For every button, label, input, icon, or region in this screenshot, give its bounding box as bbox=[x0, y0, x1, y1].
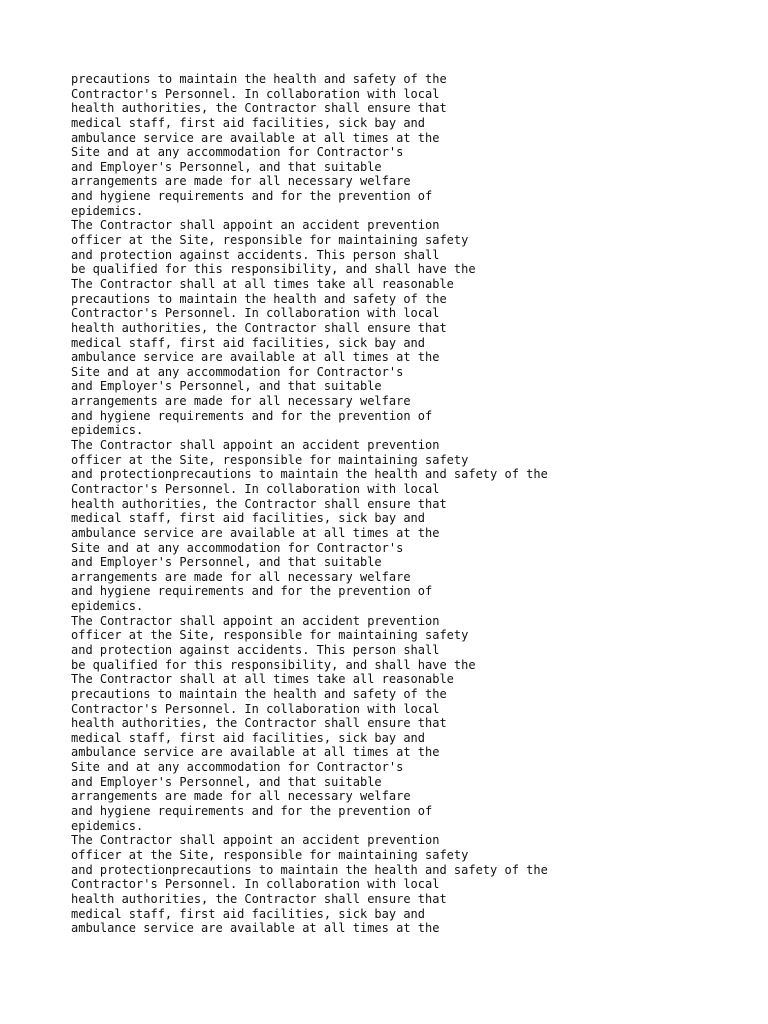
document-body bbox=[71, 72, 731, 936]
text-line: arrangements are made for all necessary welfare bbox=[71, 174, 411, 189]
text-line: arrangements are made for all necessary welfare bbox=[71, 569, 411, 584]
text-line: health authorities, the Contractor shall ensure that bbox=[71, 320, 447, 335]
text-line: and Employer's Personnel, and that suitable bbox=[71, 159, 382, 174]
text-line: be qualified for this responsibility, and shall have the bbox=[71, 657, 476, 672]
text-line: Contractor's Personnel. In collaboration with local bbox=[71, 306, 440, 321]
text-line: epidemics. bbox=[71, 203, 144, 218]
text-line: The Contractor shall at all times take all reasonable bbox=[71, 672, 454, 687]
text-line: Site and at any accommodation for Contractor's bbox=[71, 540, 404, 555]
text-line: arrangements are made for all necessary welfare bbox=[71, 789, 411, 804]
text-line: officer at the Site, responsible for maintaining safety bbox=[71, 847, 469, 862]
text-line: and Employer's Personnel, and that suitable bbox=[71, 555, 382, 570]
text-line: Contractor's Personnel. In collaboration with local bbox=[71, 701, 440, 716]
text-line: Contractor's Personnel. In collaboration with local bbox=[71, 877, 440, 892]
text-line: The Contractor shall appoint an accident prevention bbox=[71, 438, 440, 453]
text-line: and hygiene requirements and for the prevention of bbox=[71, 408, 433, 423]
text-line: medical staff, first aid facilities, sick bay and bbox=[71, 730, 426, 745]
text-line: ambulance service are available at all times at the bbox=[71, 130, 440, 145]
text-line: and hygiene requirements and for the prevention of bbox=[71, 804, 433, 819]
text-line: medical staff, first aid facilities, sick bay and bbox=[71, 511, 426, 526]
text-line: and hygiene requirements and for the prevention of bbox=[71, 584, 433, 599]
text-line: health authorities, the Contractor shall ensure that bbox=[71, 101, 447, 116]
text-line: Contractor's Personnel. In collaboration with local bbox=[71, 481, 440, 496]
text-line: Contractor's Personnel. In collaboration with local bbox=[71, 86, 440, 101]
text-line: medical staff, first aid facilities, sick bay and bbox=[71, 906, 426, 921]
text-line: arrangements are made for all necessary welfare bbox=[71, 394, 411, 409]
text-line: ambulance service are available at all times at the bbox=[71, 350, 440, 365]
text-line: precautions to maintain the health and safety of the bbox=[71, 291, 447, 306]
text-line: officer at the Site, responsible for maintaining safety bbox=[71, 452, 469, 467]
text-line: health authorities, the Contractor shall ensure that bbox=[71, 891, 447, 906]
text-line: and Employer's Personnel, and that suitable bbox=[71, 774, 382, 789]
text-line: ambulance service are available at all times at the bbox=[71, 525, 440, 540]
text-line: and hygiene requirements and for the prevention of bbox=[71, 189, 433, 204]
text-line: epidemics. bbox=[71, 423, 144, 438]
text-line: medical staff, first aid facilities, sick bay and bbox=[71, 115, 426, 130]
text-line: and protectionprecautions to maintain the health and safety of the bbox=[71, 467, 548, 482]
text-line: health authorities, the Contractor shall ensure that bbox=[71, 496, 447, 511]
text-line: officer at the Site, responsible for maintaining safety bbox=[71, 233, 469, 248]
text-line: precautions to maintain the health and safety of the bbox=[71, 72, 447, 86]
text-line: The Contractor shall appoint an accident prevention bbox=[71, 833, 440, 848]
text-line: health authorities, the Contractor shall ensure that bbox=[71, 716, 447, 731]
text-line: and Employer's Personnel, and that suitable bbox=[71, 379, 382, 394]
text-line: The Contractor shall appoint an accident prevention bbox=[71, 218, 440, 233]
text-line: Site and at any accommodation for Contractor's bbox=[71, 760, 404, 775]
text-line: The Contractor shall at all times take all reasonable bbox=[71, 276, 454, 291]
text-line: ambulance service are available at all times at the bbox=[71, 921, 440, 936]
text-line: precautions to maintain the health and safety of the bbox=[71, 686, 447, 701]
text-line: epidemics. bbox=[71, 818, 144, 833]
text-line: and protection against accidents. This person shall bbox=[71, 247, 440, 262]
text-line: Site and at any accommodation for Contractor's bbox=[71, 364, 404, 379]
text-line: The Contractor shall appoint an accident prevention bbox=[71, 613, 440, 628]
text-line: be qualified for this responsibility, and shall have the bbox=[71, 262, 476, 277]
text-line: officer at the Site, responsible for maintaining safety bbox=[71, 628, 469, 643]
text-line: and protection against accidents. This person shall bbox=[71, 642, 440, 657]
text-line: Site and at any accommodation for Contractor's bbox=[71, 145, 404, 160]
text-line: epidemics. bbox=[71, 599, 144, 614]
text-line: and protectionprecautions to maintain the health and safety of the bbox=[71, 862, 548, 877]
text-line: medical staff, first aid facilities, sick bay and bbox=[71, 335, 426, 350]
text-line: ambulance service are available at all times at the bbox=[71, 745, 440, 760]
